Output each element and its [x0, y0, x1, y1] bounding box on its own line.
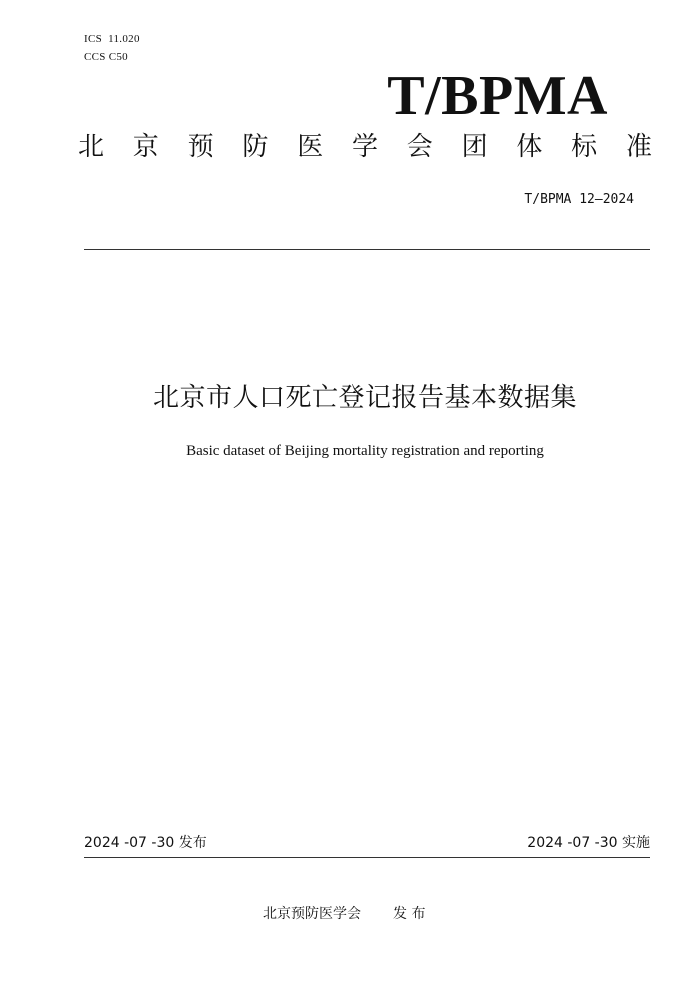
- org-name-char: 预: [187, 132, 214, 162]
- org-standard-name: [78, 134, 652, 160]
- publisher-name: 北京预防医学会: [263, 906, 361, 922]
- org-name-char: 京: [132, 132, 159, 162]
- standard-number: T/BPMA 12—2024: [524, 192, 634, 207]
- org-name-char: 会: [406, 132, 433, 162]
- top-divider: [84, 249, 650, 250]
- org-name-char: 标: [571, 132, 598, 162]
- implementation-date: 2024 -07 -30 实施: [527, 835, 650, 851]
- issue-date: 2024 -07 -30 发布: [84, 835, 207, 851]
- ics-code: ICS 11.020: [84, 33, 140, 45]
- publisher: [263, 906, 425, 923]
- org-name-char: 防: [242, 132, 269, 162]
- org-name-char: 医: [297, 132, 324, 162]
- ccs-code: CCS C50: [84, 51, 128, 63]
- org-name-char: 学: [351, 132, 378, 162]
- org-name-char: 准: [625, 132, 652, 162]
- org-standard-code: T/BPMA: [387, 65, 608, 127]
- org-name-char: 团: [461, 132, 488, 162]
- bottom-divider: [84, 857, 650, 858]
- document-title-en: Basic dataset of Beijing mortality registration and reporting: [186, 443, 544, 459]
- org-name-char: 体: [516, 132, 543, 162]
- org-name-char: 北: [78, 132, 105, 162]
- document-title-cn: 北京市人口死亡登记报告基本数据集: [152, 383, 577, 413]
- publish-label: 发 布: [393, 906, 426, 922]
